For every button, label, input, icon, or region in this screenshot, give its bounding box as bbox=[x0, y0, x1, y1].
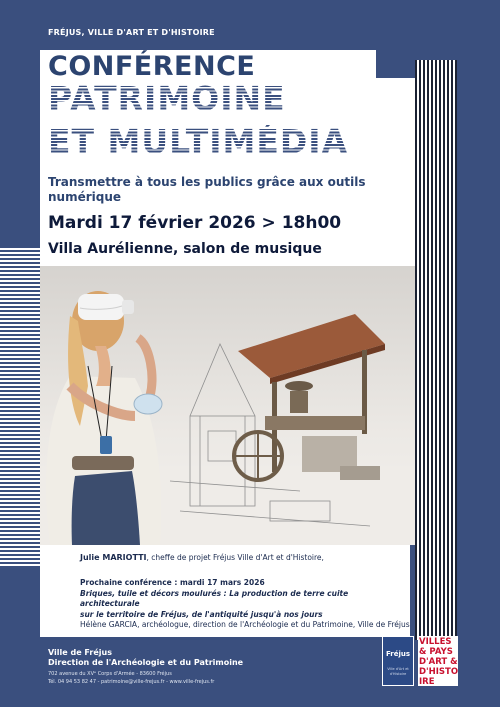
footer-contact bbox=[48, 670, 214, 686]
footer-organization bbox=[48, 648, 243, 668]
event-datetime: Mardi 17 février 2026 > 18h00 bbox=[48, 213, 342, 233]
vah-logo-line-2: & PAYS bbox=[419, 647, 453, 657]
vah-logo-line-3: D'ART & bbox=[419, 657, 458, 667]
speaker-role: , cheffe de projet Fréjus Ville d'Art et d'Histoire, bbox=[146, 553, 324, 562]
vr-illustration-art bbox=[40, 266, 415, 545]
vr-illustration bbox=[40, 266, 415, 545]
speaker-info bbox=[80, 553, 410, 562]
vah-logo-line-4: D'HISTO bbox=[419, 667, 458, 677]
speaker-name: Julie MARIOTTI bbox=[80, 553, 147, 562]
footer-phone-email: Tél. 04 94 53 82 47 - patrimoine@ville-frejus.fr - www.ville-frejus.fr bbox=[48, 679, 215, 685]
vah-logo-line-5: IRE bbox=[419, 677, 435, 686]
footer-address: 702 avenue du XVᵉ Corps d'Armée - 83600 Fréjus bbox=[48, 671, 172, 677]
frejus-logo-text: Fréjus bbox=[385, 650, 411, 658]
event-subtitle: Transmettre à tous les publics grâce aux outils numérique bbox=[48, 175, 366, 204]
title-patrimoine: PATRIMOINE bbox=[48, 79, 286, 118]
title-multimedia: ET MULTIMÉDIA bbox=[48, 122, 349, 161]
vah-logo-line-1: VILLES bbox=[419, 637, 452, 647]
frejus-logo bbox=[382, 636, 414, 686]
villes-pays-art-histoire-logo bbox=[418, 636, 458, 686]
footer-city: Ville de Fréjus bbox=[48, 648, 112, 657]
next-conference-label: Prochaine conférence : mardi 17 mars 2026 bbox=[80, 578, 265, 587]
decorative-stripes-right bbox=[415, 60, 457, 640]
footer-direction: Direction de l'Archéologie et du Patrimoine bbox=[48, 658, 244, 667]
decorative-stripes-left bbox=[0, 248, 40, 568]
next-conference-speaker: Hélène GARCIA, archéologue, direction de l'Archéologie et du Patrimoine, Ville de Fréjus bbox=[80, 620, 410, 629]
next-conference bbox=[80, 578, 410, 631]
next-conference-title-1: Briques, tuile et décors moulurés : La production de terre cuite architecturale bbox=[80, 588, 349, 608]
poster-supertitle: FRÉJUS, VILLE D'ART ET D'HISTOIRE bbox=[48, 28, 215, 37]
event-venue: Villa Aurélienne, salon de musique bbox=[48, 241, 322, 257]
frejus-logo-subtext: Ville d'Art et d'Histoire bbox=[387, 667, 409, 676]
next-conference-title-2: sur le territoire de Fréjus, de l'antiquité jusqu'à nos jours bbox=[80, 609, 323, 619]
title-conference: CONFÉRENCE bbox=[48, 51, 256, 82]
